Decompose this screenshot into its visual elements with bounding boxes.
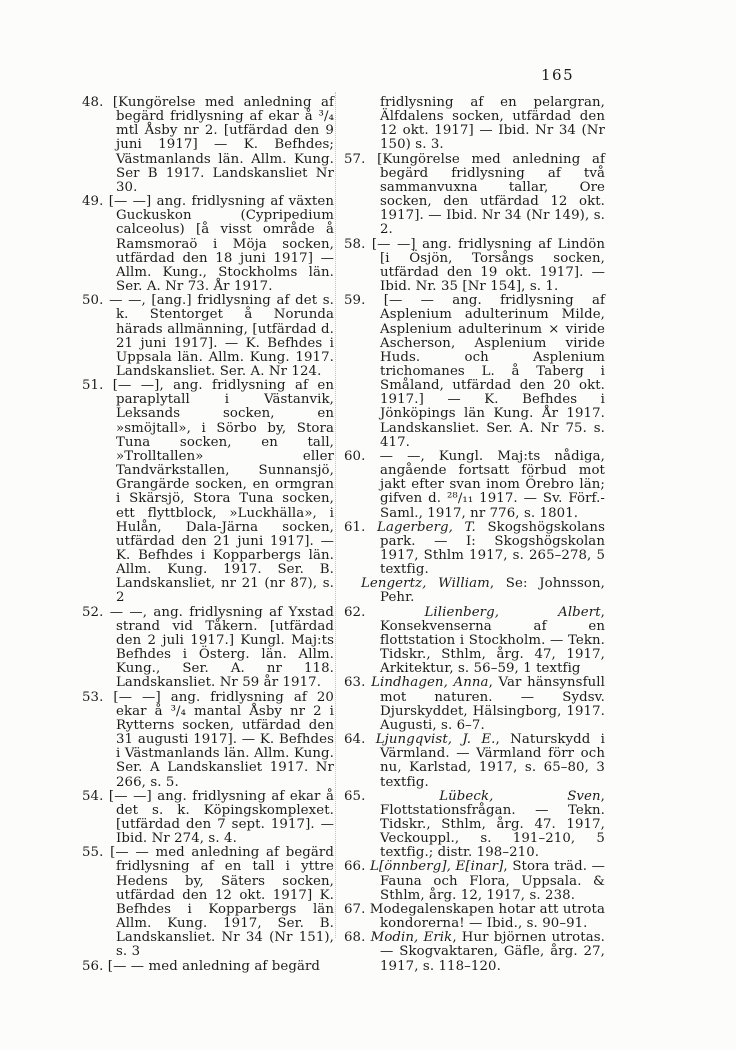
bib-entry (82, 606, 334, 691)
entry-text: — —, Kungl. Maj:ts nådiga, angående fortsatt förbud mot jakt efter svan inom Örebro län; gifven d. ²⁸/₁₁ 1917. — Sv. Förf.-Saml., 1917, nr 776, s. 1801. (379, 448, 605, 521)
bib-entry (82, 790, 334, 847)
bib-entry (82, 691, 334, 790)
bib-entry (344, 733, 605, 790)
entry-number: 50. (82, 293, 110, 309)
entry-text: Skogshögskolans park. — I: Skogshögskolan 1917, Sthlm 1917, s. 265–278, 5 textfig. (380, 519, 605, 578)
bib-entry (344, 153, 605, 238)
entry-number: 66. (344, 859, 371, 875)
bib-entry (344, 450, 605, 521)
entry-number: 49. (82, 194, 109, 210)
bib-entry (344, 294, 605, 450)
bib-entry (82, 294, 334, 379)
entry-number: 48. (82, 95, 113, 110)
entry-text: , Var hänsynsfull mot naturen. — Sydsv. Djurskyddet, Hälsingborg, 1917. Augusti, s. 6–7. (380, 675, 605, 733)
author-name: Modin, Erik (370, 930, 453, 946)
left-column (82, 96, 334, 974)
bib-entry (344, 521, 605, 578)
bib-entry (82, 195, 334, 294)
entry-text: , Konsekvenserna af en flottstation i Stockholm. — Tekn. Tidskr., Sthlm, årg. 47, 1917, Arkitektur, s. 56–59, 1 textfig (380, 604, 605, 677)
entry-text: [— — med anledning af begärd fridlysning af en tall i yttre Hedens by, Säters socken, utfärdad den 12 okt. 1917] K. Befhdes i Kopparbergs län Allm. Kung. 1917, Ser. B. Landskansliet. Nr 34 (Nr 151), s. 3 (110, 845, 334, 960)
entry-text: [— —] ang. fridlysning af 20 ekar å ³/₄ mantal Åsby nr 2 i Rytterns socken, utfärdad den 31 augusti 1917]. — K. Befhdes i Västmanlands län. Allm. Kung. Ser. A Landskansliet 1917. Nr 266, s. 5. (113, 689, 334, 790)
bib-entry (344, 606, 605, 677)
entry-number: 67. (344, 901, 370, 917)
entry-number: 61. (344, 519, 378, 535)
entry-text: [— —] ang. fridlysning af Lindön [i Ösjön, Torsångs socken, utfärdad den 19 okt. 1917]. — Ibid. Nr. 35 [Nr 154], s. 1. (371, 236, 605, 295)
entry-text: Modegalenskapen hotar att utrota kondorerna! — Ibid., s. 90–91. (369, 901, 605, 932)
entry-number: 64. (344, 732, 376, 748)
bib-entry (82, 379, 334, 606)
entry-text: , Naturskydd i Värmland. — Värmland förr och nu, Karlstad, 1917, s. 65–80, 3 textfig. (380, 732, 605, 790)
entry-text: fridlysning af en pelargran, Älfdalens socken, utfärdad den 12 okt. 1917] — Ibid. Nr 34 (Nr 150) s. 3. (380, 95, 605, 153)
right-column (344, 96, 605, 974)
author-name: Lengertz, William (361, 576, 490, 592)
entry-number: 54. (82, 788, 109, 804)
entry-text: [Kungörelse med anledning af begärd fridlysning af ekar å ³/₄ mtl Åsby nr 2. [utfärdad den 9 juni 1917] — K. Befhdes; Västmanlands län. Allm. Kung. Ser B 1917. Landskansliet Nr 30. (112, 95, 334, 195)
bib-entry (82, 846, 334, 959)
entry-number: 57. (344, 151, 378, 167)
entry-number: 68. (344, 930, 371, 946)
entry-text: [— —], ang. fridlysning af en paraplytall i Västanvik, Leksands socken, en »smöjtall», i Sörbo by, Stora Tuna socken, en tall, »Trolltallen» eller Tandvärkstallen, Sunnansjö, Grangärde socken, en ormgran i Skärsjö, Stora Tuna socken, ett flyttblock, »Luckhälla», i Hulån, Dala-Järna socken, utfärdad den 21 juni 1917]. — K. Befhdes i Kopparbergs län. Allm. Kung. 1917. Ser. B. Landskansliet, nr 21 (nr 87), s. 2 (112, 378, 334, 606)
page-number: 165 (541, 66, 575, 84)
author-name: Lagerberg, T. (377, 519, 476, 535)
entry-text: , Se: Johnsson, Pehr. (380, 576, 606, 606)
entry-text: — —, ang. fridlysning af Yxstad strand vid Tåkern. [utfärdad den 2 juli 1917.] Kungl. Maj:ts Befhdes i Österg. län. Allm. Kung., Ser. A. nr 118. Landskansliet. Nr 59 år 1917. (109, 604, 334, 691)
bib-entry (82, 960, 334, 974)
author-name: Ljungqvist, J. E. (375, 732, 496, 748)
bib-entry (344, 238, 605, 295)
entry-number: 63. (344, 675, 372, 691)
entry-number: 52. (82, 604, 110, 620)
entry-number: 51. (82, 378, 113, 394)
bib-entry (344, 903, 605, 931)
entry-text: [— —] ang. fridlysning af ekar å det s. k. Köpingskomplexet. [utfärdad den 7 sept. 1917]. — Ibid. Nr 274, s. 4. (108, 788, 334, 847)
entry-text: , Flottstationsfrågan. — Tekn. Tidskr., Sthlm, årg. 47. 1917, Veckouppl., s. 191–210, 5 textfig.; distr. 198–210. (380, 788, 605, 861)
entry-text: [— — ang. fridlysning af Asplenium adulterinum Milde, Asplenium adulterinum × viride Ascherson, Asplenium viride Huds. och Asplenium trichomanes L. å Taberg i Småland, utfärdad den 20 okt. 1917.] — K. Befhdes i Jönköpings län Kung. År 1917. Landskansliet. Ser. A. Nr 75. s. 417. (380, 293, 605, 450)
bib-entry (344, 931, 605, 973)
entry-number: 53. (82, 689, 114, 705)
bib-entry (82, 96, 334, 195)
entry-number: 56. (82, 958, 108, 974)
entry-text: , Hur björnen utrotas. — Skogvaktaren, Gäfle, årg. 27, 1917, s. 118–120. (380, 930, 605, 974)
bib-entry (344, 790, 605, 861)
entry-text: [Kungörelse med anledning af begärd fridlysning af två sammanvuxna tallar, Ore socken, den utfärdad 12 okt. 1917]. — Ibid. Nr 34 (Nr 149), s. 2. (377, 151, 605, 238)
bib-entry (344, 860, 605, 902)
entry-text: , Stora träd. — Fauna och Flora, Uppsala. & Sthlm, årg. 12, 1917, s. 238. (380, 859, 606, 903)
entry-text: [— — med anledning af begärd (107, 958, 321, 974)
entry-number: 60. (344, 448, 380, 464)
entry-text: [— —] ang. fridlysning af växten Guckuskon (Cypripedium calceolus) [å visst område å Ramsmoraö i Möja socken, utfärdad den 18 juni 1917] — Allm. Kung., Stockholms län. Ser. A. Nr 73. År 1917. (108, 194, 334, 295)
entry-number: 58. (344, 236, 372, 252)
entry-number: 62. (344, 604, 425, 620)
bib-entry (344, 676, 605, 733)
column-divider-rule (335, 92, 336, 938)
author-name: L[önnberg], E[inar] (370, 859, 504, 875)
entry-number: 55. (82, 845, 111, 861)
entry-text: — —, [ang.] fridlysning af det s. k. Stentorget å Norunda härads allmänning, [utfärdad d. 21 juni 1917]. — K. Befhdes i Uppsala län. Allm. Kung. 1917. Landskansliet. Ser. A. Nr 124. (109, 293, 334, 379)
bib-entry-continuation (344, 577, 605, 605)
entry-number: 59. (344, 293, 384, 309)
entry-number: 65. (344, 788, 440, 804)
author-name: Lindhagen, Anna (371, 675, 489, 691)
author-name: Lilienberg, Albert (424, 604, 601, 620)
bib-entry-continuation (344, 96, 605, 153)
author-name: Lübeck, Sven (439, 788, 601, 804)
